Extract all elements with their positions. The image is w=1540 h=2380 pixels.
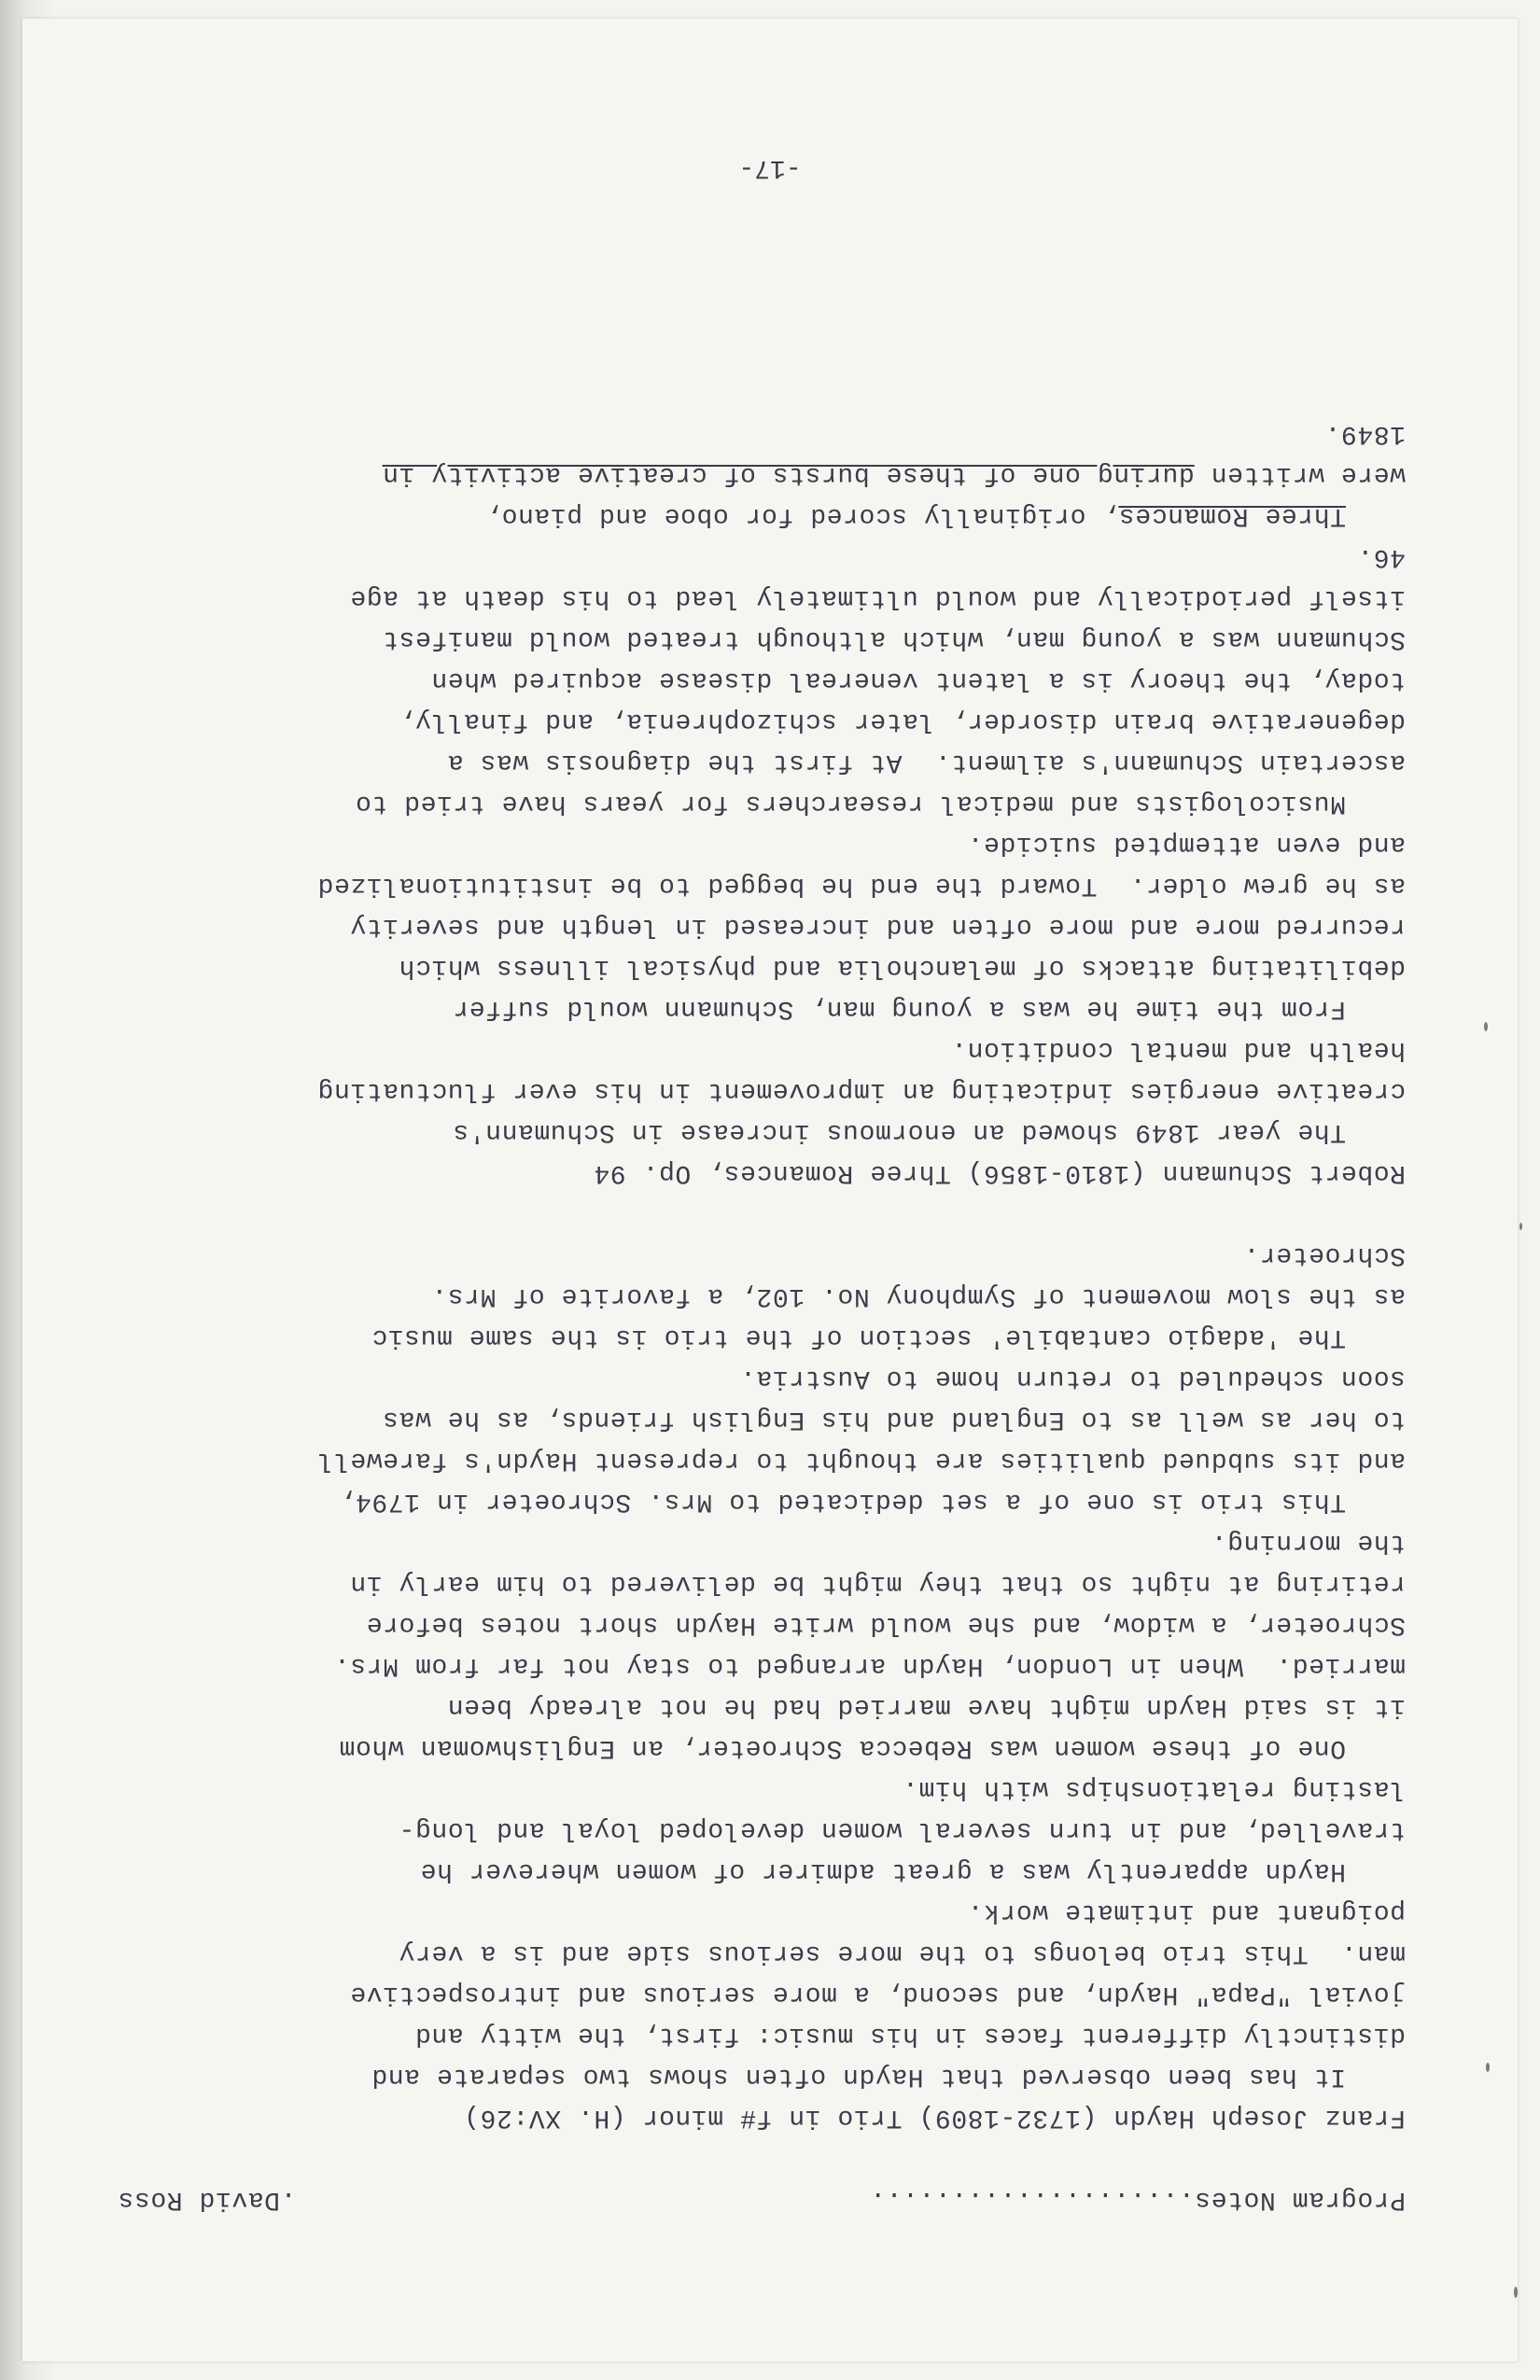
text-line: This trio is one of a set dedicated to Mrs. Schroeter in 1794, [339, 1487, 1346, 1516]
text-line: debilitating attacks of melancholia and physical illness which [399, 953, 1406, 982]
text-line: From the time he was a young man, Schumann would suffer [452, 994, 1346, 1023]
text-line: creative energies indicating an improvement in his ever fluctuating [317, 1076, 1406, 1105]
text-line: The 'adagio cantabile' section of the trio is the same music [371, 1323, 1346, 1351]
header-leader: .................... [869, 2185, 1195, 2214]
work-title-underlined: Three Romances [1118, 501, 1346, 530]
text-line: One of these women was Rebecca Schroeter, an Englishwoman whom [339, 1733, 1346, 1762]
haydn-heading: Franz Joseph Haydn (1732-1809) Trio in f# minor (H. XV:26) [463, 2103, 1406, 2132]
program-notes-body [118, 413, 1406, 2219]
schumann-heading: Robert Schumann (1810-1856) Three Romances, Op. 94 [593, 1158, 1406, 1187]
text-line: it is said Haydn might have married had he not already been [447, 1692, 1406, 1721]
page-number: -17- [738, 153, 802, 182]
text-line: It has been observed that Haydn often shows two separate and [371, 2062, 1346, 2091]
text-line: Musicologists and medical researchers for years have tried to [355, 789, 1346, 818]
text-line: 1849. [1323, 419, 1406, 448]
text-line: Schumann was a young man, which although treated would manifest [382, 624, 1406, 653]
text-span: , originally scored for oboe and piano, [484, 501, 1119, 530]
text-line: recurred more and more often and increased in length and severity [349, 912, 1406, 941]
text-line: 46. [1356, 542, 1406, 571]
text-line: soon scheduled to return home to Austria. [739, 1364, 1406, 1393]
scan-speck [1514, 2287, 1518, 2298]
program-notes-header [118, 2178, 1406, 2219]
text-span: were written [1194, 460, 1406, 489]
scan-speck [1519, 1223, 1522, 1230]
header-title: Program Notes [1194, 2185, 1406, 2214]
text-line: lasting relationships with him. [902, 1774, 1406, 1803]
underlined-phrase: during one of these bursts of creative activity in [382, 460, 1195, 489]
text-line: ascertain Schumann's ailment. At first the diagnosis was a [447, 748, 1406, 777]
scanned-page [22, 19, 1518, 2361]
text-line: and its subdued qualities are thought to represent Haydn's farewell [317, 1446, 1406, 1475]
text-line: The year 1849 showed an enormous increase in Schumann's [452, 1117, 1346, 1146]
text-line: as he grew older. Toward the end he begged to be institutionalized [317, 871, 1406, 900]
text-line: distinctly different faces in his music: first, the witty and [414, 2021, 1406, 2050]
text-line: today, the theory is a latent venereal disease acquired when [430, 665, 1406, 694]
rotated-page-content [22, 19, 1518, 2361]
scan-speck [1486, 2063, 1490, 2072]
text-line: poignant and intimate work. [967, 1897, 1406, 1926]
text-line: health and mental condition. [950, 1035, 1406, 1064]
text-line: jovial "Papa" Haydn, and second, a more serious and introspective [349, 1980, 1406, 2009]
text-line: man. This trio belongs to the more serious side and is a very [399, 1939, 1406, 1967]
text-line: Haydn apparently was a great admirer of women wherever he [420, 1856, 1346, 1885]
text-line [118, 454, 1406, 495]
text-line: and even attempted suicide. [967, 830, 1406, 859]
scan-speck [1484, 1022, 1488, 1031]
text-line: travelled, and in turn several women developed loyal and long- [399, 1815, 1406, 1844]
header-author: .David Ross [118, 2185, 297, 2214]
text-line: itself periodically and would ultimately lead to his death at age [349, 583, 1406, 612]
text-line: retiring at night so that they might be delivered to him early in [349, 1569, 1406, 1598]
text-line [118, 495, 1406, 536]
text-line: Schroeter. [1242, 1240, 1406, 1269]
text-line: as the slow movement of Symphony No. 102, a favorite of Mrs. [430, 1281, 1406, 1310]
text-line: Schroeter, a widow, and she would write Haydn short notes before [366, 1610, 1406, 1639]
text-line: the morning. [1211, 1528, 1406, 1557]
text-line: married. When in London, Haydn arranged to stay not far from Mrs. [333, 1651, 1406, 1680]
text-line: to her as well as to England and his English friends, as he was [382, 1405, 1406, 1434]
text-line: degenerative brain disorder, later schizophrenia, and finally, [399, 707, 1406, 735]
